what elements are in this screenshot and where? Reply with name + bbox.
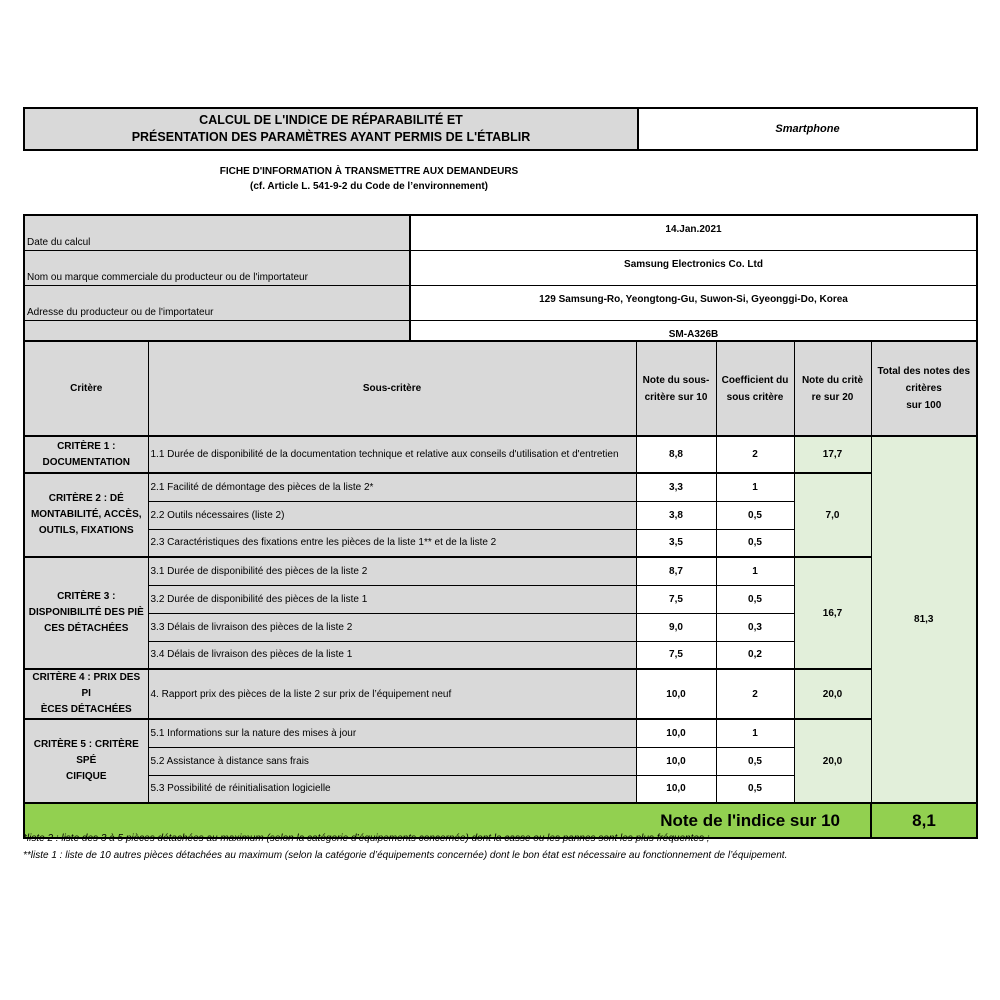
footnote-liste-1: **liste 1 : liste de 10 autres pièces détachées au maximum (selon la catégorie d’équipements concernée) dont le bon état est nécessaire au fonctionnement de l’équipement. — [23, 850, 788, 861]
info-table — [23, 214, 978, 357]
criterion-text: CRITÈRE 5 : CRITÈRE SPÉ — [33, 739, 139, 766]
final-score-label: Note de l'indice sur 10 — [24, 803, 871, 838]
criterion-1-score: 17,7 — [794, 436, 871, 473]
footnote-liste-2: *liste 2 : liste des 3 à 5 pièces détachées au maximum (selon la catégorie d’équipements concernée) dont la casse ou les pannes sont les plus fréquentes ; — [23, 833, 710, 844]
info-label: Adresse du producteur ou de l'importateur — [24, 286, 410, 321]
criterion-4-score: 20,0 — [794, 669, 871, 719]
criterion-text: CES DÉTACHÉES — [44, 623, 129, 634]
sub-criterion-coef: 0,3 — [716, 613, 794, 641]
document-title — [25, 109, 639, 149]
header-critere: Critère — [24, 341, 148, 436]
title-line-2: PRÉSENTATION DES PARAMÈTRES AYANT PERMIS DE L'ÉTABLIR — [131, 130, 531, 144]
sub-criterion-label: 1.1 Durée de disponibilité de la documentation technique et relative aux conseils d'utilisation et d'entretien — [148, 436, 636, 473]
info-value: 129 Samsung-Ro, Yeongtong-Gu, Suwon-Si, Gyeonggi-Do, Korea — [410, 286, 977, 321]
sub-criterion-note: 3,3 — [636, 473, 716, 501]
sub-criterion-coef: 1 — [716, 557, 794, 585]
sub-criterion-note: 3,5 — [636, 529, 716, 557]
header-text: re sur 20 — [811, 391, 854, 403]
criterion-text: ÈCES DÉTACHÉES — [40, 704, 132, 715]
criterion-text: CRITÈRE 1 : — [57, 440, 116, 452]
sub-criterion-coef: 0,5 — [716, 529, 794, 557]
footnotes — [23, 830, 983, 864]
fiche-line-1: FICHE D'INFORMATION À TRANSMETTRE AUX DEMANDEURS — [219, 166, 519, 177]
criterion-text: DOCUMENTATION — [42, 456, 130, 468]
criterion-2-score: 7,0 — [794, 473, 871, 557]
sub-criterion-note: 10,0 — [636, 775, 716, 803]
header-sous-critere: Sous-critère — [148, 341, 636, 436]
header-coefficient — [716, 341, 794, 436]
sub-criterion-label: 2.3 Caractéristiques des fixations entre les pièces de la liste 1** et de la liste 2 — [148, 529, 636, 557]
criterion-5-name — [24, 719, 148, 803]
sub-criterion-coef: 2 — [716, 669, 794, 719]
criterion-text: DISPONIBILITÉ DES PIÈ — [28, 607, 144, 618]
header-text: Note du sous- — [642, 374, 710, 386]
sub-criterion-label: 3.2 Durée de disponibilité des pièces de la liste 1 — [148, 585, 636, 613]
sub-criterion-note: 7,5 — [636, 641, 716, 669]
header-text: critère sur 10 — [644, 391, 708, 403]
criterion-text: CIFIQUE — [65, 771, 107, 782]
table-header-row — [24, 341, 977, 436]
info-row-date — [24, 215, 977, 251]
sub-criterion-label: 2.2 Outils nécessaires (liste 2) — [148, 501, 636, 529]
criterion-3-name — [24, 557, 148, 669]
criterion-text: MONTABILITÉ, ACCÈS, — [30, 509, 142, 520]
product-type: Smartphone — [775, 123, 840, 135]
sub-criterion-coef: 1 — [716, 719, 794, 747]
sub-criterion-label: 3.3 Délais de livraison des pièces de la liste 2 — [148, 613, 636, 641]
criterion-text: CRITÈRE 4 : PRIX DES PI — [32, 672, 141, 699]
criterion-5-score: 20,0 — [794, 719, 871, 803]
sub-criterion-note: 3,8 — [636, 501, 716, 529]
info-value: Samsung Electronics Co. Ltd — [410, 251, 977, 286]
criterion-text: OUTILS, FIXATIONS — [38, 525, 134, 536]
header-total — [871, 341, 977, 436]
sub-criterion-note: 9,0 — [636, 613, 716, 641]
sub-criterion-label: 5.1 Informations sur la nature des mises à jour — [148, 719, 636, 747]
header-text: sous critère — [726, 391, 784, 403]
sub-criterion-note: 7,5 — [636, 585, 716, 613]
header-note-sous-critere — [636, 341, 716, 436]
table-row — [24, 557, 977, 585]
table-row — [24, 719, 977, 747]
info-row-producer — [24, 251, 977, 286]
table-row — [24, 669, 977, 719]
sub-criterion-coef: 0,5 — [716, 775, 794, 803]
title-line-1: CALCUL DE L'INDICE DE RÉPARABILITÉ ET — [199, 113, 463, 127]
criterion-3-score: 16,7 — [794, 557, 871, 669]
criterion-text: CRITÈRE 3 : — [57, 591, 116, 602]
total-score-100: 81,3 — [871, 436, 977, 803]
header-text: Coefficient du — [721, 374, 789, 386]
sub-criterion-note: 8,8 — [636, 436, 716, 473]
info-value: 14.Jan.2021 — [410, 215, 977, 251]
table-row — [24, 473, 977, 501]
sub-criterion-coef: 0,5 — [716, 501, 794, 529]
sub-criterion-note: 10,0 — [636, 719, 716, 747]
criterion-1-name — [24, 436, 148, 473]
criterion-text: CRITÈRE 2 : DÉ — [48, 493, 124, 504]
info-label: Nom ou marque commerciale du producteur ou de l'importateur — [24, 251, 410, 286]
header-text: Note du critè — [801, 374, 864, 386]
header-text: critères — [905, 383, 942, 394]
fiche-line-2: (cf. Article L. 541-9-2 du Code de l’environnement) — [249, 181, 488, 192]
sub-criterion-label: 5.2 Assistance à distance sans frais — [148, 747, 636, 775]
document-header — [23, 107, 978, 151]
repairability-table — [23, 340, 978, 839]
sub-criterion-label: 5.3 Possibilité de réinitialisation logicielle — [148, 775, 636, 803]
sub-criterion-coef: 2 — [716, 436, 794, 473]
header-note-critere — [794, 341, 871, 436]
info-label: Date du calcul — [24, 215, 410, 251]
table-row — [24, 436, 977, 473]
sub-criterion-coef: 1 — [716, 473, 794, 501]
header-text: Total des notes des — [877, 366, 971, 377]
sub-criterion-coef: 0,2 — [716, 641, 794, 669]
info-value: SM-A326B — [410, 321, 977, 357]
sub-criterion-coef: 0,5 — [716, 747, 794, 775]
final-score-value: 8,1 — [871, 803, 977, 838]
header-text: sur 100 — [906, 400, 942, 411]
info-row-address — [24, 286, 977, 321]
sub-criterion-label: 2.1 Facilité de démontage des pièces de la liste 2* — [148, 473, 636, 501]
sub-criterion-label: 4. Rapport prix des pièces de la liste 2 sur prix de l’équipement neuf — [148, 669, 636, 719]
sub-criterion-note: 10,0 — [636, 669, 716, 719]
sub-criterion-coef: 0,5 — [716, 585, 794, 613]
sub-criterion-note: 8,7 — [636, 557, 716, 585]
criterion-4-name — [24, 669, 148, 719]
criterion-2-name — [24, 473, 148, 557]
fiche-heading — [23, 164, 715, 194]
sub-criterion-label: 3.4 Délais de livraison des pièces de la liste 1 — [148, 641, 636, 669]
sub-criterion-note: 10,0 — [636, 747, 716, 775]
sub-criterion-label: 3.1 Durée de disponibilité des pièces de la liste 2 — [148, 557, 636, 585]
